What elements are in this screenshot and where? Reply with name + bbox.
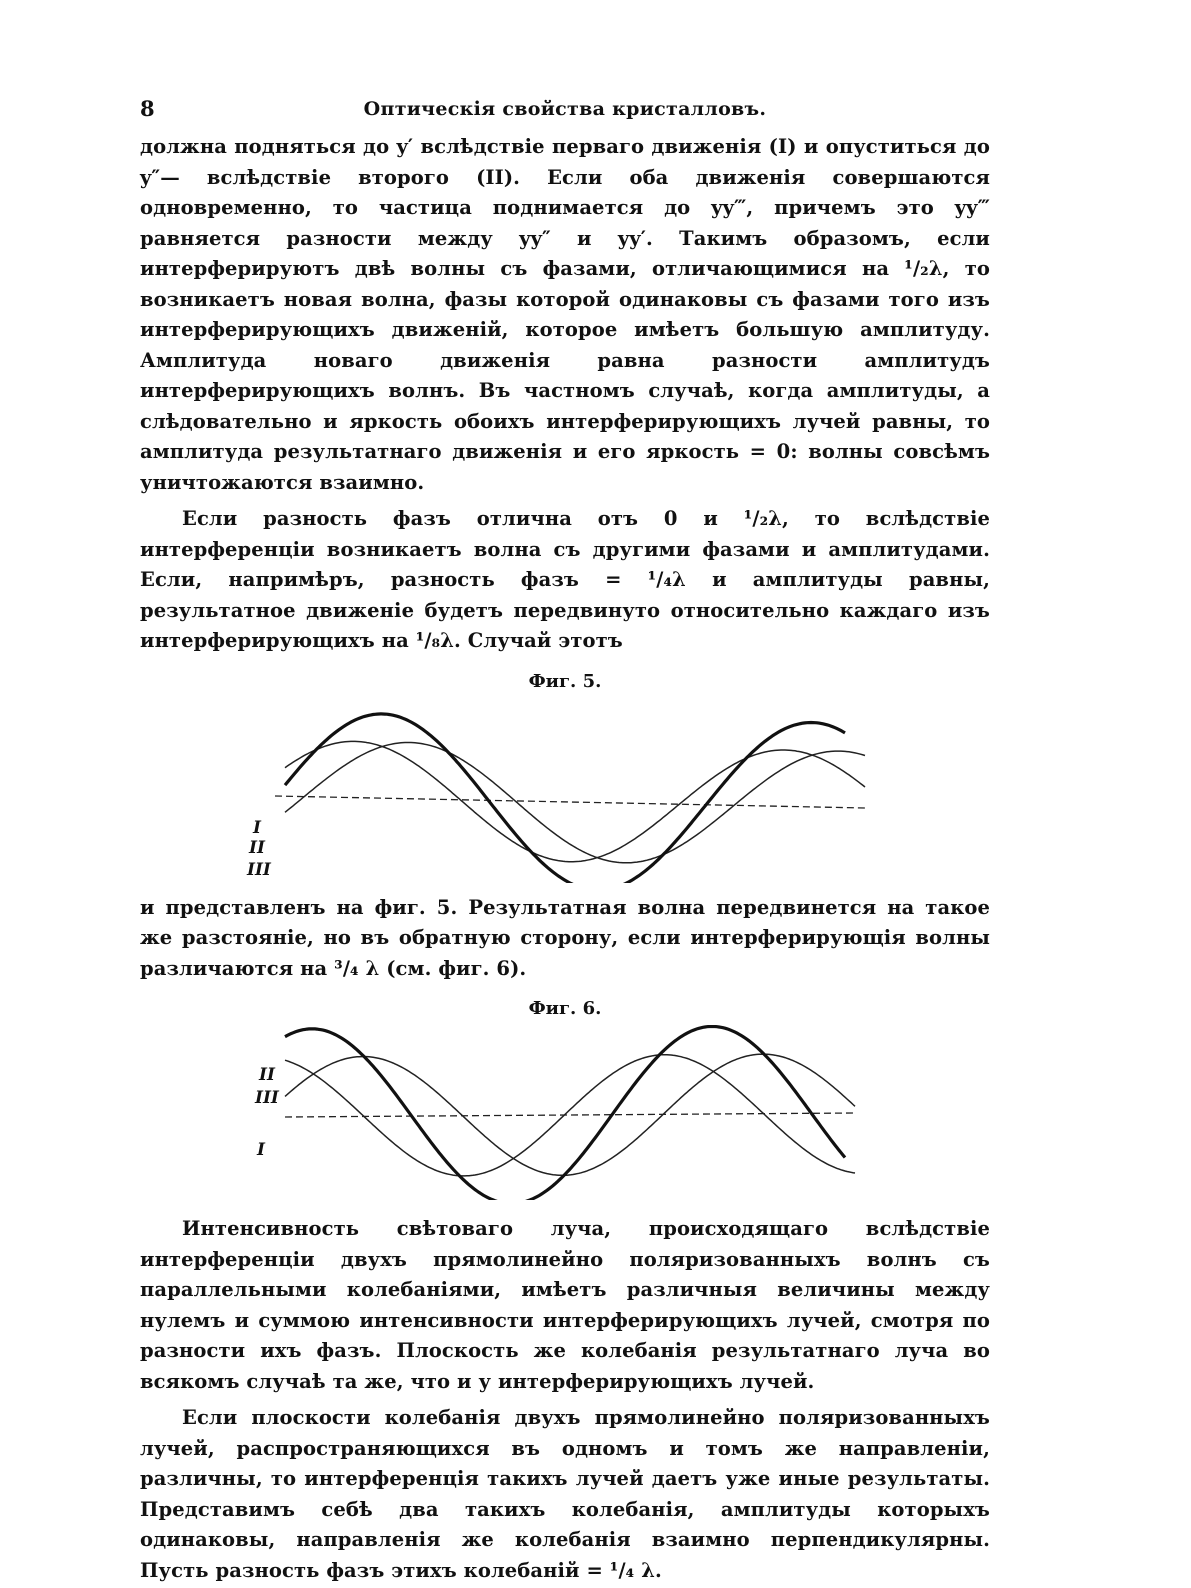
page — [140, 96, 990, 1586]
paragraph: должна подняться до y′ вслѣдствіе перваго движенія (I) и опуститься до y″— вслѣдствіе второго (II). Если оба движенія совершаются одновременно, то частица поднимается до yy‴, причемъ это yy‴ равняется разности между yy″ и yy′. Такимъ образомъ, если интерферируютъ двѣ волны съ фазами, отличающимися на ¹/₂λ, то возникаетъ новая волна, фазы которой одинаковы съ фазами того изъ интерферирующихъ движеній, которое имѣетъ большую амплитуду. Амплитуда новаго движенія равна разности амплитудъ интерферирующихъ волнъ. Въ частномъ случаѣ, когда амплитуды, а слѣдовательно и яркость обоихъ интерферирующихъ лучей равны, то амплитуда результатнаго движенія и его яркость = 0: волны совсѣмъ уничтожаются взаимно. — [140, 135, 990, 494]
wave-label-III: III — [247, 859, 271, 880]
figure-6-caption: Фиг. 6. — [528, 998, 602, 1019]
wave-label-I: I — [253, 817, 261, 838]
paragraph: Если плоскости колебанія двухъ прямолинейно поляризованныхъ лучей, распространяющихся въ одномъ и томъ же направленіи, различны, то интерференція такихъ лучей даетъ уже иные результаты. Представимъ себѣ два такихъ колебанія, амплитуды которыхъ одинаковы, направленія же колебанія взаимно перпендикулярны. Пусть разность фазъ этихъ колебаній = ¹/₄ λ. — [140, 1406, 990, 1582]
paragraph: Интенсивность свѣтоваго луча, происходящаго вслѣдствіе интерференціи двухъ прямолинейно поляризованныхъ волнъ съ параллельными колебаніями, имѣетъ различныя величины между нулемъ и суммою интенсивности интерферирующихъ лучей, смотря по разности ихъ фазъ. Плоскость же колебанія результатнаго луча во всякомъ случаѣ та же, что и у интерферирующихъ лучей. — [140, 1217, 990, 1393]
axis-line — [275, 796, 865, 808]
wave-label-II: II — [249, 837, 265, 858]
wave-label-III: III — [255, 1088, 279, 1108]
figure-5-waves — [245, 698, 885, 883]
wave-label-II: II — [259, 1065, 275, 1085]
figure-5-caption: Фиг. 5. — [528, 670, 602, 692]
page-number: 8 — [140, 96, 155, 121]
page-header — [140, 96, 990, 132]
running-title: Оптическія свойства кристалловъ. — [363, 98, 767, 120]
paragraph: Если разность фазъ отлична отъ 0 и ¹/₂λ, то вслѣдствіе интерференціи возникаетъ волна съ другими фазами и амплитудами. Если, напримѣръ, разность фазъ = ¹/₄λ и амплитуды равны, результатное движеніе будетъ передвинуто относительно каждаго изъ интерферирующихъ на ¹/₈λ. Случай этотъ — [140, 507, 990, 652]
wave-label-I: I — [257, 1140, 265, 1160]
figure-6-waves — [245, 1025, 885, 1200]
paragraph: и представленъ на фиг. 5. Результатная волна передвинется на такое же разстояніе, но въ обратную сторону, если интерферирующія волны различаются на ³/₄ λ (см. фиг. 6). — [140, 895, 990, 980]
wave-II — [285, 1054, 855, 1175]
axis-line — [285, 1113, 855, 1117]
wave-I — [285, 1055, 855, 1176]
